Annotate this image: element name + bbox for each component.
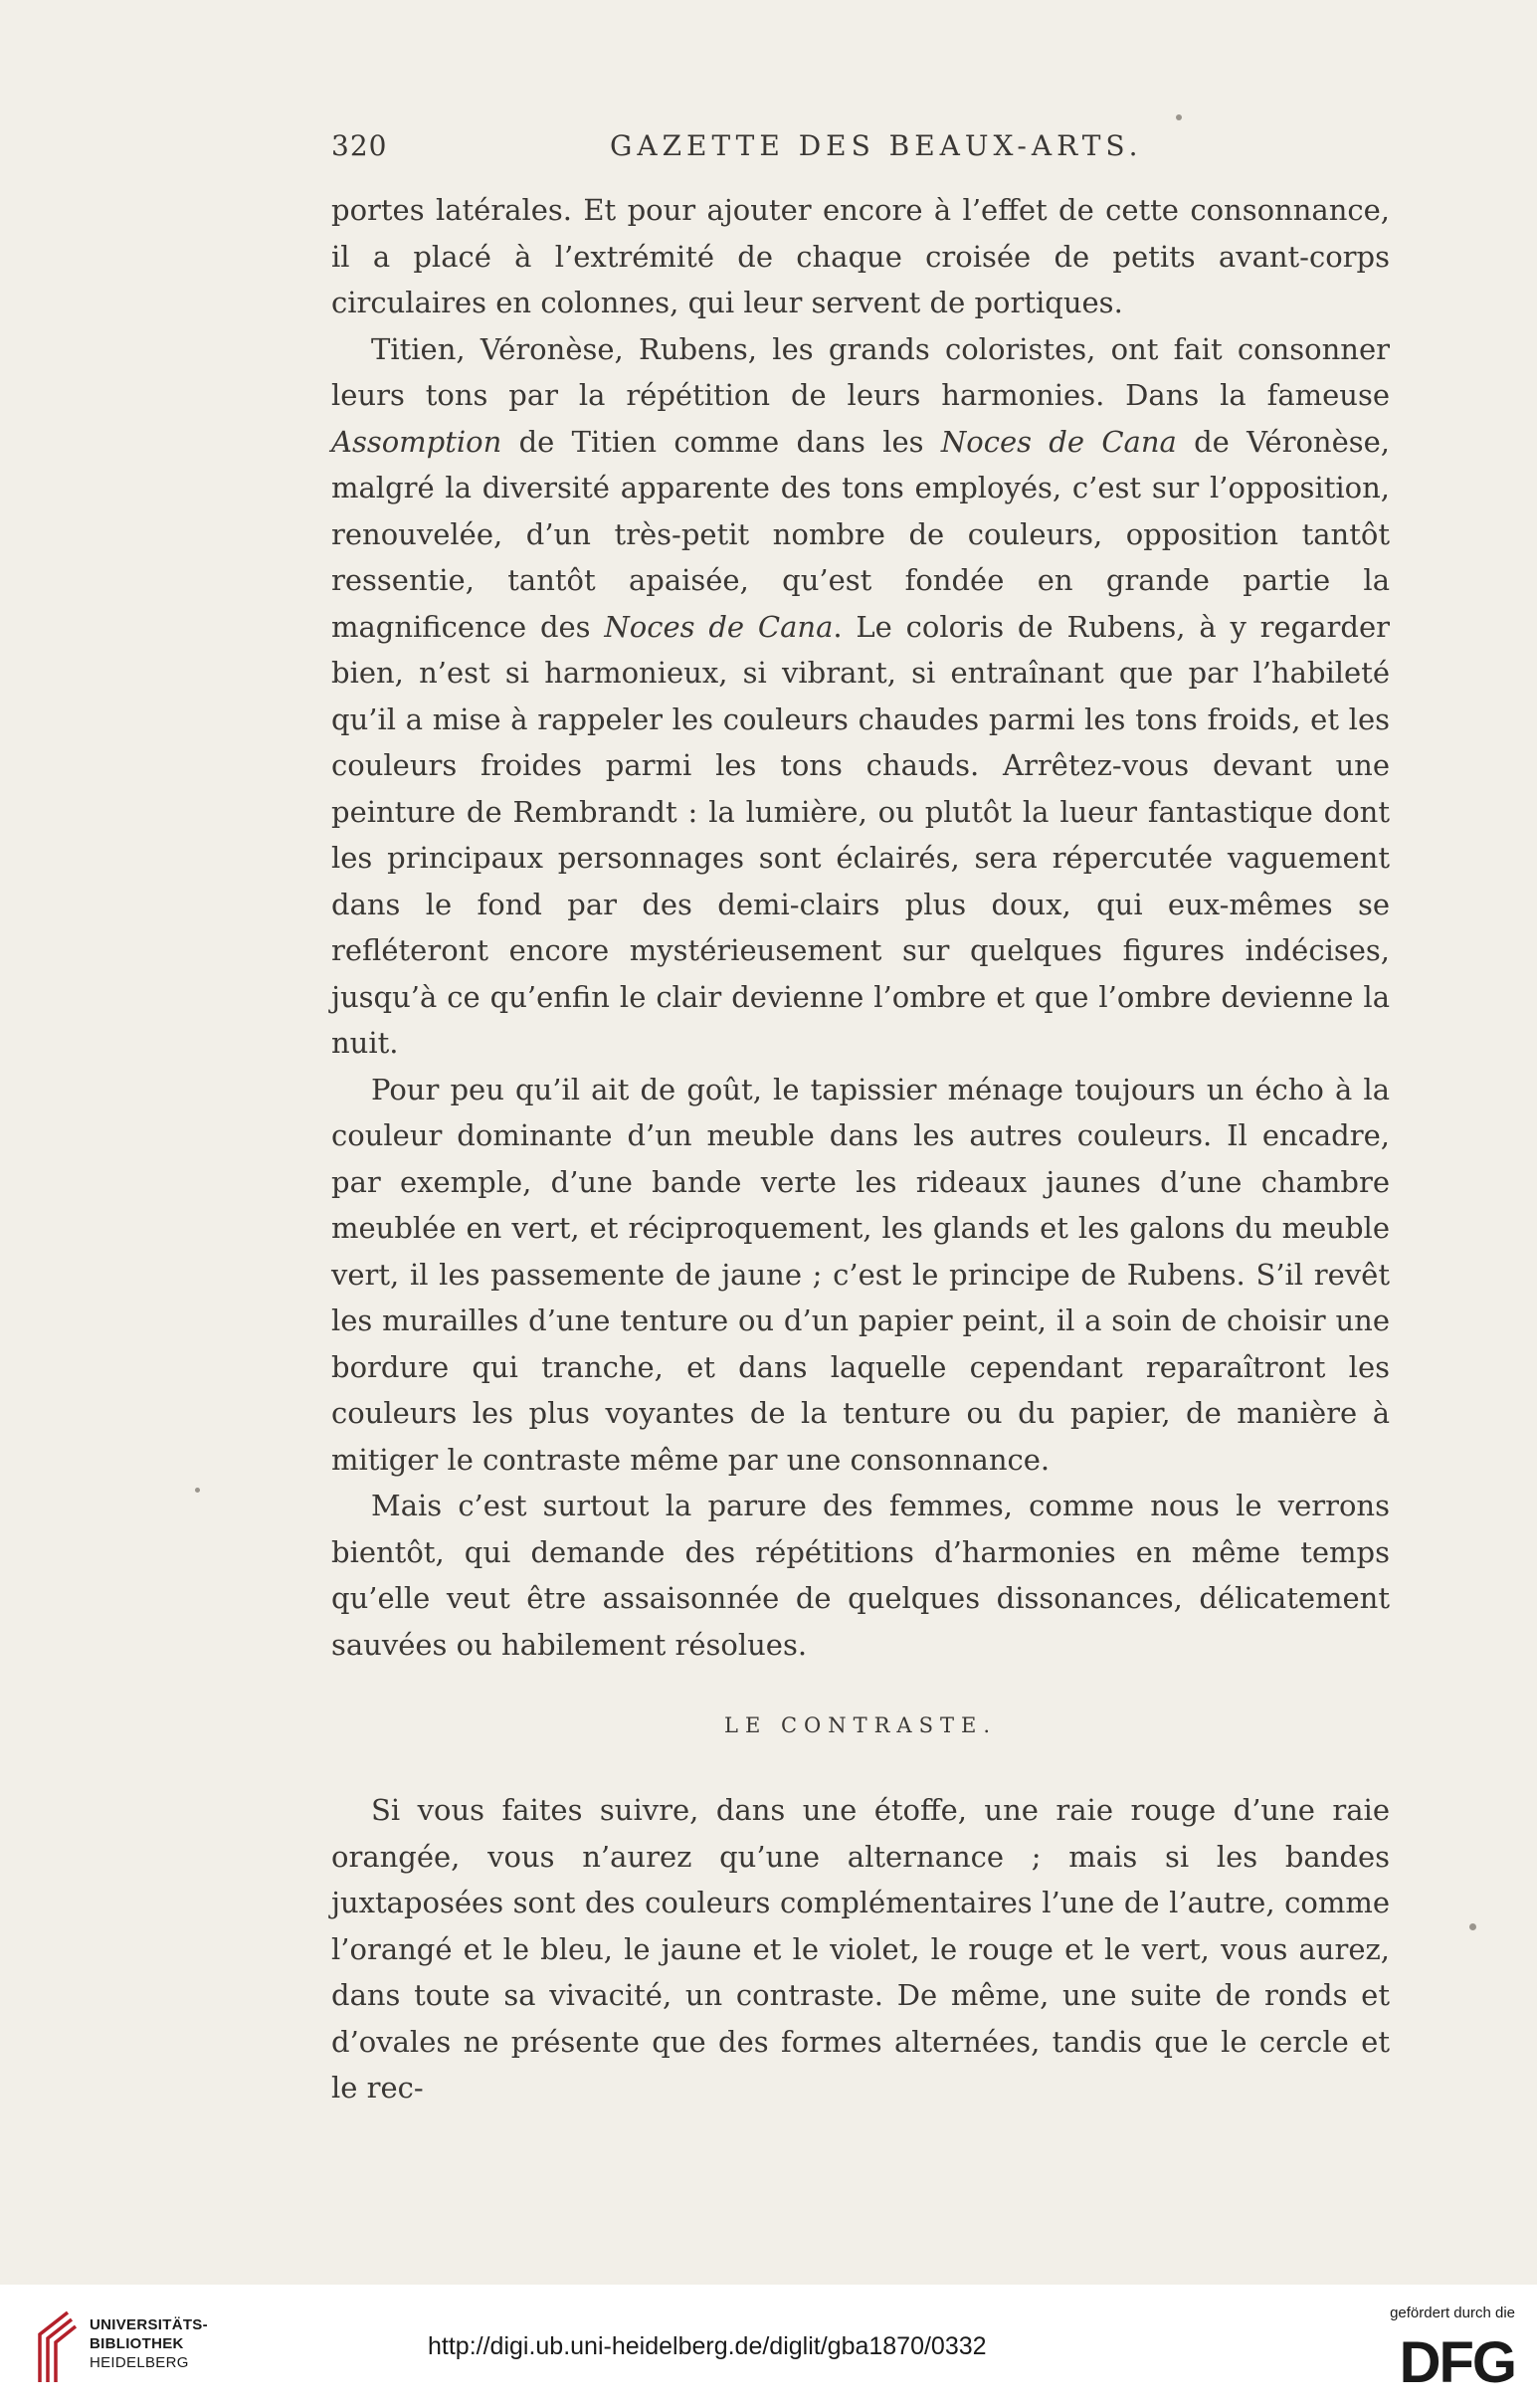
italic-title: Noces de Cana	[604, 609, 834, 644]
university-library-logo	[28, 2305, 80, 2384]
italic-title: Noces de Cana	[940, 424, 1177, 459]
paragraph	[331, 1067, 1390, 1484]
text-run: Pour peu qu’il ait de goût, le tapissier ménage toujours un écho à la couleur dominante d’un meuble dans les autres couleurs. Il encadre, par exemple, d’une bande verte les rideaux jaunes d’une chambre meublée en vert, et réciproquement, les glands et les galons du meuble vert, il les passemente de jaune ; c’est le principe de Rubens. S’il revêt les murailles d’une tenture ou d’un papier peint, il a soin de choisir une bordure qui tranche, et dans laquelle cependant reparaîtront les couleurs les plus voyantes de la tenture ou du papier, de manière à mitiger le contraste même par une consonnance.	[331, 1072, 1390, 1477]
page-number: 320	[331, 129, 388, 162]
text-run: de Titien comme dans les	[501, 424, 941, 459]
library-name	[90, 2315, 208, 2372]
permalink-url[interactable]: http://digi.ub.uni-heidelberg.de/diglit/gba1870/0332	[428, 2332, 987, 2360]
dfg-logo: DFG	[1399, 2330, 1515, 2395]
text-run: Titien, Véronèse, Rubens, les grands coloristes, ont fait consonner leurs tons par la répétition de leurs harmonies. Dans la fameuse	[331, 331, 1390, 412]
running-head	[331, 121, 1390, 171]
library-name-line3: HEIDELBERG	[90, 2354, 189, 2371]
text-run: Si vous faites suivre, dans une étoffe, une raie rouge d’une raie orangée, vous n’aurez qu’une alternance ; mais si les bandes juxtaposées sont des couleurs complémentaires l’une de l’autre, comme l’orangé et le bleu, le jaune et le violet, le rouge et le vert, vous aurez, dans toute sa vivacité, un contraste. De même, une suite de ronds et d’ovales ne présente que des formes alternées, tandis que le cercle et le rec-	[331, 1793, 1390, 2105]
library-name-line1: UNIVERSITÄTS-	[90, 2316, 208, 2333]
library-name-line2: BIBLIOTHEK	[90, 2335, 184, 2352]
journal-title: GAZETTE DES BEAUX-ARTS.	[610, 129, 1143, 162]
italic-title: Assomption	[331, 424, 502, 459]
funded-by-text: gefördert durch die	[1390, 2305, 1515, 2321]
section-body-text	[331, 1787, 1390, 2111]
text-run: portes latérales. Et pour ajouter encore à l’effet de cette consonnance, il a placé à l’extrémité de chaque croisée de petits avant-corps circulaires en colonnes, qui leur servent de portiques.	[331, 193, 1390, 319]
print-speck	[1176, 114, 1182, 120]
print-speck	[1469, 1923, 1476, 1930]
print-speck	[195, 1488, 200, 1493]
body-text	[331, 187, 1390, 1668]
digitization-footer	[0, 2285, 1537, 2408]
paragraph	[331, 1483, 1390, 1668]
text-run: de Véronèse, malgré la diversité apparente des tons employés, c’est sur l’opposition, renouvelée, d’un très-petit nombre de couleurs, opposition tantôt ressentie, tantôt apaisée, qu’est fondée en grande partie la magnificence des	[331, 424, 1391, 644]
paragraph	[331, 1787, 1390, 2111]
paragraph	[331, 187, 1390, 326]
section-title: LE CONTRASTE.	[724, 1713, 997, 1737]
text-run: Mais c’est surtout la parure des femmes, comme nous le verrons bientôt, qui demande des répétitions d’harmonies en même temps qu’elle veut être assaisonnée de quelques dissonances, délicatement sauvées ou habilement résolues.	[331, 1489, 1390, 1662]
text-run: . Le coloris de Rubens, à y regarder bien, n’est si harmonieux, si vibrant, si entraînant que par l’habileté qu’il a mise à rappeler les couleurs chaudes parmi les tons froids, et les couleurs froides parmi les tons chauds. Arrêtez-vous devant une peinture de Rembrandt : la lumière, ou plutôt la lueur fantastique dont les principaux personnages sont éclairés, sera répercutée vaguement dans le fond par des demi-clairs plus doux, qui eux-mêmes se refléteront encore mystérieusement sur quelques figures indécises, jusqu’à ce qu’enfin le clair devienne l’ombre et que l’ombre devienne la nuit.	[331, 609, 1390, 1060]
paragraph	[331, 326, 1390, 1067]
page-content	[331, 121, 1390, 2111]
